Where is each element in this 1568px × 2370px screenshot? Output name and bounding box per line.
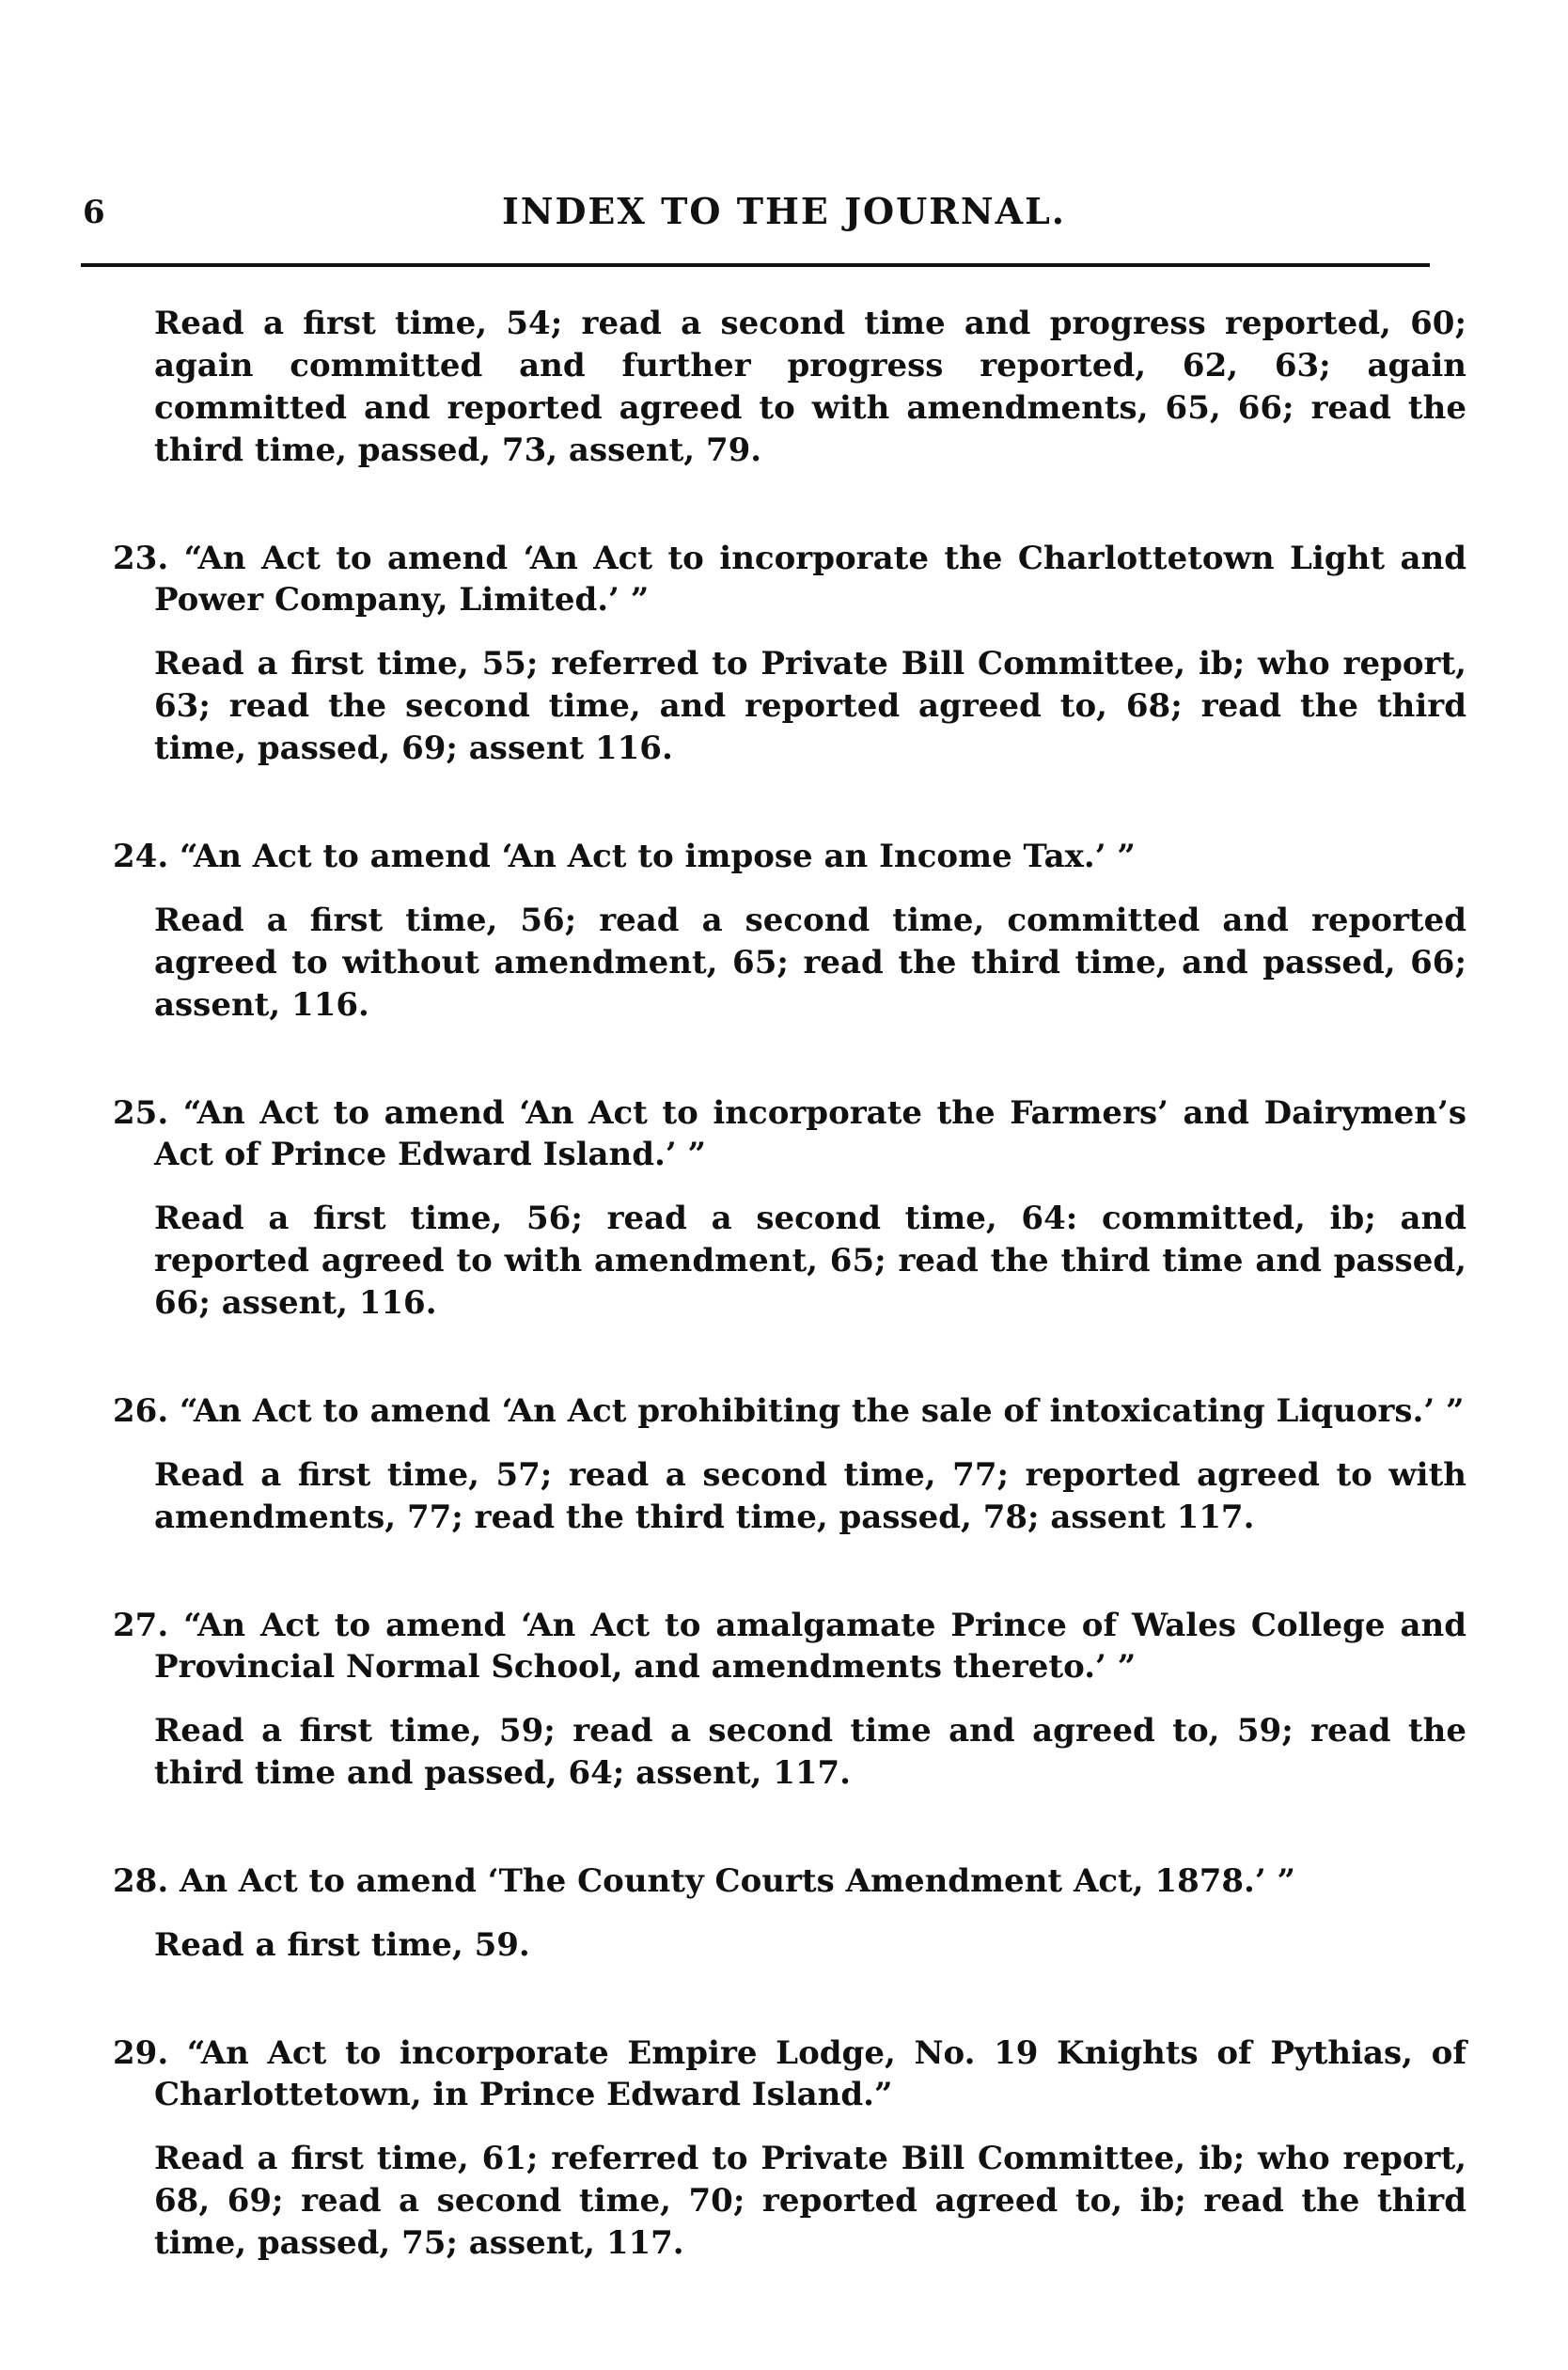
act-entry-27: [113, 1605, 1466, 1795]
act-entry-25: [113, 1092, 1466, 1325]
act-number: 23.: [113, 540, 169, 577]
act-number: 28.: [113, 1862, 169, 1900]
act-title-text: “An Act to amend ‘An Act to amalgamate Prince of Wales College and Provincial Normal School, and amendments thereto.’ ”: [154, 1607, 1466, 1686]
act-proceedings: Read a first time, 59.: [154, 1926, 530, 1964]
header-rule: [81, 263, 1430, 267]
act-number: 27.: [113, 1607, 169, 1644]
act-entry-23: [113, 538, 1466, 770]
act-title: [113, 2033, 1466, 2115]
act-title-text: “An Act to amend ‘An Act to incorporate the Charlottetown Light and Power Company, Limited.’ ”: [154, 540, 1466, 619]
act-entry-24: [113, 836, 1466, 1027]
running-head: INDEX TO THE JOURNAL.: [501, 190, 1067, 232]
act-title-text: An Act to amend ‘The County Courts Amendment Act, 1878.’ ”: [180, 1862, 1296, 1900]
page-number: 6: [83, 194, 105, 231]
act-title-text: “An Act to amend ‘An Act to impose an Income Tax.’ ”: [180, 838, 1136, 875]
act-number: 24.: [113, 838, 169, 875]
act-entry-29: [113, 2033, 1466, 2265]
continued-proceedings: Read a first time, 54; read a second time and progress reported, 60; again committed and further progress reported, 62, 63; again committed and reported agreed to with amendments, 65, 66; read the third time, passed, 73, assent, 79.: [154, 305, 1466, 469]
act-title: [113, 1390, 1466, 1432]
act-proceedings: Read a first time, 59; read a second time and agreed to, 59; read the third time and passed, 64; assent, 117.: [154, 1712, 1466, 1792]
index-body: [113, 303, 1466, 2265]
act-entry-26: [113, 1390, 1466, 1539]
act-title-text: “An Act to amend ‘An Act prohibiting the sale of intoxicating Liquors.’ ”: [180, 1392, 1465, 1430]
act-number: 29.: [113, 2034, 169, 2072]
act-proceedings: Read a first time, 55; referred to Private Bill Committee, ib; who report, 63; read the second time, and reported agreed to, 68; read the third time, passed, 69; assent 116.: [154, 645, 1466, 767]
act-title: [113, 1092, 1466, 1175]
act-title: [113, 836, 1466, 877]
act-entry-28: [113, 1860, 1466, 1967]
act-proceedings: Read a first time, 56; read a second time, 64: committed, ib; and reported agreed to with amendment, 65; read the third time and passed, 66; assent, 116.: [154, 1200, 1466, 1322]
act-title-text: “An Act to incorporate Empire Lodge, No. 19 Knights of Pythias, of Charlottetown, in Prince Edward Island.”: [154, 2034, 1466, 2113]
act-number: 26.: [113, 1392, 169, 1430]
act-title: [113, 1605, 1466, 1687]
act-proceedings: Read a first time, 56; read a second time, committed and reported agreed to without amendment, 65; read the third time, and passed, 66; assent, 116.: [154, 902, 1466, 1024]
act-number: 25.: [113, 1094, 169, 1132]
act-title: [113, 538, 1466, 620]
act-proceedings: Read a first time, 61; referred to Private Bill Committee, ib; who report, 68, 69; read a second time, 70; reported agreed to, ib; read the third time, passed, 75; assent, 117.: [154, 2140, 1466, 2262]
act-proceedings: Read a first time, 57; read a second time, 77; reported agreed to with amendments, 77; read the third time, passed, 78; assent 117.: [154, 1456, 1466, 1536]
act-title: [113, 1860, 1466, 1902]
act-title-text: “An Act to amend ‘An Act to incorporate the Farmers’ and Dairymen’s Act of Prince Edward Island.’ ”: [154, 1094, 1466, 1173]
